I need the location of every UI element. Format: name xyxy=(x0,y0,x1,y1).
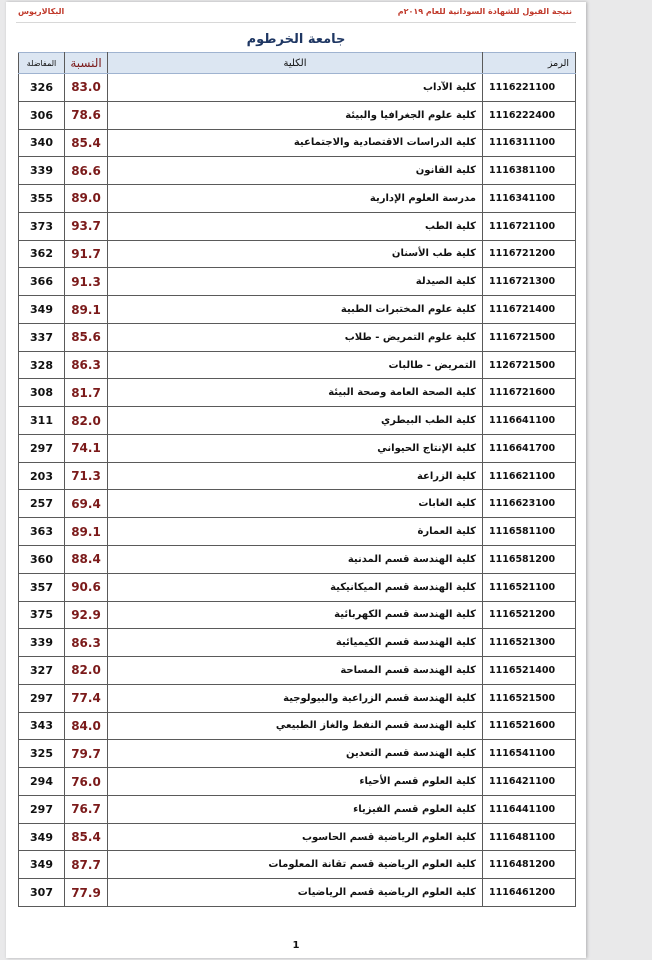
header-percentage: النسبة xyxy=(65,53,108,74)
table-body xyxy=(19,74,576,907)
cell-competition: 360 xyxy=(19,546,65,574)
table-row xyxy=(19,157,576,185)
cell-code: 1116221100 xyxy=(483,74,576,102)
cell-competition: 306 xyxy=(19,101,65,129)
cell-college: كلية الصيدلة xyxy=(108,268,483,296)
cell-college: كلية القانون xyxy=(108,157,483,185)
cell-code: 1116521600 xyxy=(483,712,576,740)
cell-code: 1116421100 xyxy=(483,768,576,796)
table-row xyxy=(19,546,576,574)
cell-code: 1116541100 xyxy=(483,740,576,768)
cell-college: كلية الغابات xyxy=(108,490,483,518)
table-header-row xyxy=(19,53,576,74)
table-row xyxy=(19,684,576,712)
cell-college: كلية الهندسة قسم النفط والغاز الطبيعي xyxy=(108,712,483,740)
cell-college: كلية العلوم الرياضية قسم الرياضيات xyxy=(108,879,483,907)
cell-code: 1116381100 xyxy=(483,157,576,185)
cell-competition: 363 xyxy=(19,518,65,546)
cell-code: 1116721500 xyxy=(483,323,576,351)
cell-percentage: 87.7 xyxy=(65,851,108,879)
header-left-text: البكالاريوس xyxy=(18,7,65,16)
cell-competition: 349 xyxy=(19,823,65,851)
cell-college: كلية علوم التمريض - طلاب xyxy=(108,323,483,351)
table-row xyxy=(19,879,576,907)
cell-percentage: 83.0 xyxy=(65,74,108,102)
cell-code: 1116341100 xyxy=(483,185,576,213)
cell-college: كلية العلوم قسم الأحياء xyxy=(108,768,483,796)
cell-competition: 339 xyxy=(19,629,65,657)
cell-code: 1116641700 xyxy=(483,434,576,462)
table-row xyxy=(19,185,576,213)
cell-college: كلية الهندسة قسم الزراعية والبيولوجية xyxy=(108,684,483,712)
cell-competition: 366 xyxy=(19,268,65,296)
cell-code: 1116521400 xyxy=(483,657,576,685)
cell-percentage: 85.4 xyxy=(65,823,108,851)
cell-college: كلية العمارة xyxy=(108,518,483,546)
cell-percentage: 89.1 xyxy=(65,518,108,546)
university-title: جامعة الخرطوم xyxy=(246,32,346,47)
table-row xyxy=(19,101,576,129)
cell-competition: 325 xyxy=(19,740,65,768)
cell-code: 1116581100 xyxy=(483,518,576,546)
cell-college: كلية الصحة العامة وصحة البيئة xyxy=(108,379,483,407)
cell-college: كلية الآداب xyxy=(108,74,483,102)
cell-code: 1116721300 xyxy=(483,268,576,296)
cell-percentage: 81.7 xyxy=(65,379,108,407)
cell-code: 1116721200 xyxy=(483,240,576,268)
cell-competition: 327 xyxy=(19,657,65,685)
cell-percentage: 89.0 xyxy=(65,185,108,213)
cell-college: كلية الهندسة قسم الكيميائية xyxy=(108,629,483,657)
cell-competition: 297 xyxy=(19,684,65,712)
cell-college: كلية الهندسة قسم الميكانيكية xyxy=(108,573,483,601)
cell-competition: 339 xyxy=(19,157,65,185)
cell-percentage: 86.6 xyxy=(65,157,108,185)
cell-competition: 343 xyxy=(19,712,65,740)
cell-percentage: 76.0 xyxy=(65,768,108,796)
cell-competition: 340 xyxy=(19,129,65,157)
cell-code: 1116311100 xyxy=(483,129,576,157)
table-row xyxy=(19,518,576,546)
cell-code: 1116441100 xyxy=(483,795,576,823)
table-row xyxy=(19,768,576,796)
header-right-text: نتيجة القبول للشهادة السودانية للعام ٢٠١٩م xyxy=(397,7,572,16)
cell-competition: 373 xyxy=(19,212,65,240)
cell-code: 1126721500 xyxy=(483,351,576,379)
cell-percentage: 91.3 xyxy=(65,268,108,296)
cell-college: كلية الهندسة قسم التعدين xyxy=(108,740,483,768)
cell-college: كلية العلوم الرياضية قسم الحاسوب xyxy=(108,823,483,851)
table-row xyxy=(19,74,576,102)
results-table xyxy=(18,52,576,907)
header-divider xyxy=(16,22,576,23)
header-code: الرمز xyxy=(483,53,576,74)
cell-competition: 297 xyxy=(19,434,65,462)
cell-college: كلية الطب البيطري xyxy=(108,407,483,435)
cell-percentage: 92.9 xyxy=(65,601,108,629)
cell-college: مدرسة العلوم الإدارية xyxy=(108,185,483,213)
table-row xyxy=(19,712,576,740)
cell-college: كلية الطب xyxy=(108,212,483,240)
header-college: الكلية xyxy=(108,53,483,74)
cell-competition: 307 xyxy=(19,879,65,907)
table-row xyxy=(19,740,576,768)
table-row xyxy=(19,379,576,407)
cell-code: 1116721600 xyxy=(483,379,576,407)
cell-college: كلية العلوم الرياضية قسم تقانة المعلومات xyxy=(108,851,483,879)
cell-competition: 337 xyxy=(19,323,65,351)
cell-code: 1116481100 xyxy=(483,823,576,851)
cell-college: كلية علوم المختبرات الطبية xyxy=(108,296,483,324)
cell-code: 1116621100 xyxy=(483,462,576,490)
table-row xyxy=(19,212,576,240)
cell-competition: 349 xyxy=(19,851,65,879)
cell-college: كلية الزراعة xyxy=(108,462,483,490)
table-row xyxy=(19,407,576,435)
cell-college: كلية الهندسة قسم الكهربائية xyxy=(108,601,483,629)
cell-code: 1116222400 xyxy=(483,101,576,129)
header-competition: المفاضلة xyxy=(19,53,65,74)
cell-competition: 357 xyxy=(19,573,65,601)
cell-percentage: 71.3 xyxy=(65,462,108,490)
cell-percentage: 84.0 xyxy=(65,712,108,740)
table-row xyxy=(19,296,576,324)
table-row xyxy=(19,795,576,823)
cell-percentage: 77.4 xyxy=(65,684,108,712)
cell-percentage: 69.4 xyxy=(65,490,108,518)
cell-code: 1116623100 xyxy=(483,490,576,518)
cell-percentage: 76.7 xyxy=(65,795,108,823)
table-row xyxy=(19,629,576,657)
table-row xyxy=(19,823,576,851)
cell-percentage: 91.7 xyxy=(65,240,108,268)
cell-code: 1116481200 xyxy=(483,851,576,879)
cell-competition: 326 xyxy=(19,74,65,102)
cell-college: كلية الهندسة قسم المساحة xyxy=(108,657,483,685)
cell-competition: 362 xyxy=(19,240,65,268)
table-row xyxy=(19,129,576,157)
cell-code: 1116581200 xyxy=(483,546,576,574)
table-row xyxy=(19,323,576,351)
cell-code: 1116521100 xyxy=(483,573,576,601)
cell-code: 1116521200 xyxy=(483,601,576,629)
cell-percentage: 79.7 xyxy=(65,740,108,768)
cell-percentage: 85.6 xyxy=(65,323,108,351)
cell-competition: 203 xyxy=(19,462,65,490)
cell-percentage: 90.6 xyxy=(65,573,108,601)
cell-code: 1116521300 xyxy=(483,629,576,657)
table-row xyxy=(19,351,576,379)
cell-competition: 308 xyxy=(19,379,65,407)
cell-college: التمريض - طالبات xyxy=(108,351,483,379)
table-row xyxy=(19,490,576,518)
cell-code: 1116641100 xyxy=(483,407,576,435)
cell-competition: 294 xyxy=(19,768,65,796)
page-number: 1 xyxy=(292,940,300,951)
cell-percentage: 86.3 xyxy=(65,351,108,379)
table-row xyxy=(19,601,576,629)
table-row xyxy=(19,240,576,268)
cell-competition: 355 xyxy=(19,185,65,213)
cell-competition: 328 xyxy=(19,351,65,379)
cell-percentage: 77.9 xyxy=(65,879,108,907)
cell-percentage: 88.4 xyxy=(65,546,108,574)
cell-percentage: 86.3 xyxy=(65,629,108,657)
cell-college: كلية الدراسات الاقتصادية والاجتماعية xyxy=(108,129,483,157)
cell-competition: 311 xyxy=(19,407,65,435)
table-row xyxy=(19,462,576,490)
table-row xyxy=(19,434,576,462)
document-page xyxy=(6,2,586,958)
cell-college: كلية الهندسة قسم المدنية xyxy=(108,546,483,574)
cell-percentage: 93.7 xyxy=(65,212,108,240)
cell-percentage: 74.1 xyxy=(65,434,108,462)
cell-percentage: 82.0 xyxy=(65,657,108,685)
cell-competition: 349 xyxy=(19,296,65,324)
cell-college: كلية العلوم قسم الفيزياء xyxy=(108,795,483,823)
cell-competition: 257 xyxy=(19,490,65,518)
cell-code: 1116721400 xyxy=(483,296,576,324)
cell-percentage: 85.4 xyxy=(65,129,108,157)
table-row xyxy=(19,573,576,601)
table-row xyxy=(19,268,576,296)
cell-percentage: 82.0 xyxy=(65,407,108,435)
cell-college: كلية طب الأسنان xyxy=(108,240,483,268)
cell-college: كلية الإنتاج الحيواني xyxy=(108,434,483,462)
cell-code: 1116521500 xyxy=(483,684,576,712)
cell-percentage: 89.1 xyxy=(65,296,108,324)
cell-code: 1116461200 xyxy=(483,879,576,907)
table-row xyxy=(19,851,576,879)
cell-competition: 375 xyxy=(19,601,65,629)
table-row xyxy=(19,657,576,685)
cell-percentage: 78.6 xyxy=(65,101,108,129)
cell-competition: 297 xyxy=(19,795,65,823)
cell-code: 1116721100 xyxy=(483,212,576,240)
cell-college: كلية علوم الجغرافيا والبيئة xyxy=(108,101,483,129)
